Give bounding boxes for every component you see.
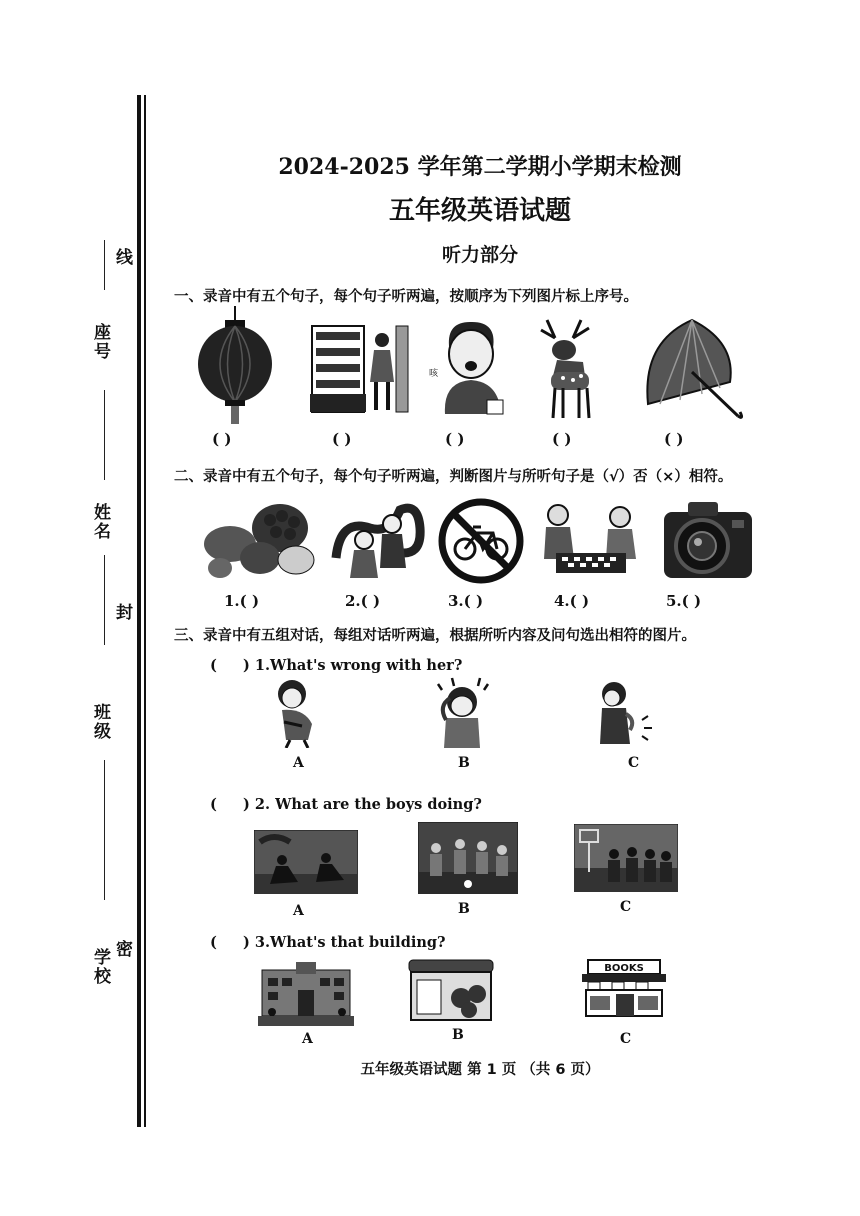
section-three-instruction: 三、录音中有五组对话，每组对话听两遍，根据所听内容及问句选出相符的图片。 bbox=[174, 628, 696, 644]
coughing-boy-icon bbox=[427, 316, 512, 416]
flower-shop-icon bbox=[405, 956, 497, 1024]
bookstore-icon bbox=[578, 956, 670, 1020]
question-1-open-paren[interactable]: ( bbox=[210, 657, 217, 674]
answer-bracket[interactable]: ( ) bbox=[664, 430, 684, 448]
page-footer: 五年级英语试题 第 1 页 （共 6 页） bbox=[360, 1062, 600, 1078]
bookstore-sign-text: BOOKS bbox=[604, 963, 644, 974]
option-label[interactable]: A bbox=[302, 1031, 313, 1047]
question-2-open-paren[interactable]: ( bbox=[210, 796, 217, 813]
seat-fill-line bbox=[104, 390, 105, 480]
option-label[interactable]: B bbox=[458, 901, 470, 917]
option-label[interactable]: C bbox=[628, 755, 640, 771]
lantern-icon bbox=[195, 306, 275, 426]
football-scene-icon bbox=[418, 822, 518, 894]
option-label[interactable]: C bbox=[620, 899, 632, 915]
answer-bracket[interactable]: ( ) bbox=[212, 430, 232, 448]
answer-bracket[interactable]: ( ) bbox=[552, 430, 572, 448]
fruits-vegetables-icon bbox=[200, 498, 315, 580]
seat-number-label: 座号 bbox=[90, 323, 110, 361]
chess-players-icon bbox=[540, 497, 640, 581]
svg-text:咳: 咳 bbox=[429, 369, 439, 379]
school-building-icon bbox=[258, 960, 354, 1026]
answer-bracket-2[interactable]: 2.( ) bbox=[345, 592, 381, 610]
store-shelves-icon bbox=[310, 322, 410, 414]
answer-bracket-3[interactable]: 3.( ) bbox=[448, 592, 484, 610]
answer-bracket-5[interactable]: 5.( ) bbox=[666, 592, 702, 610]
camera-icon bbox=[658, 498, 756, 582]
stomachache-girl-icon bbox=[268, 678, 328, 748]
backache-girl-icon bbox=[590, 680, 658, 746]
option-label[interactable]: A bbox=[293, 755, 304, 771]
no-bicycle-icon bbox=[437, 497, 525, 585]
class-fill-line bbox=[104, 760, 105, 900]
question-3-open-paren[interactable]: ( bbox=[210, 934, 217, 951]
question-1-text: ) 1.What's wrong with her? bbox=[243, 657, 463, 674]
section-two-instruction: 二、录音中有五个句子，每个句子听两遍，判断图片与所听句子是（√）否（×）相符。 bbox=[174, 469, 733, 485]
binding-label-feng: 封 bbox=[112, 603, 132, 622]
option-label[interactable]: A bbox=[293, 903, 304, 919]
answer-bracket-4[interactable]: 4.( ) bbox=[554, 592, 590, 610]
class-label: 班级 bbox=[90, 703, 110, 741]
binding-label-xian: 线 bbox=[112, 248, 132, 267]
name-label: 姓名 bbox=[90, 503, 110, 541]
dragon-dance-icon bbox=[330, 498, 425, 582]
kung-fu-scene-icon bbox=[254, 830, 358, 894]
question-3-text: ) 3.What's that building? bbox=[243, 934, 446, 951]
answer-bracket[interactable]: ( ) bbox=[445, 430, 465, 448]
exam-subtitle: 五年级英语试题 bbox=[388, 196, 571, 226]
option-label[interactable]: B bbox=[458, 755, 470, 771]
option-label[interactable]: B bbox=[452, 1027, 464, 1043]
question-2-text: ) 2. What are the boys doing? bbox=[243, 796, 482, 813]
school-label: 学校 bbox=[90, 948, 110, 986]
deer-icon bbox=[533, 316, 603, 420]
answer-bracket[interactable]: ( ) bbox=[332, 430, 352, 448]
name-fill-line bbox=[104, 555, 105, 645]
option-label[interactable]: C bbox=[620, 1031, 632, 1047]
section-one-instruction: 一、录音中有五个句子，每个句子听两遍，按顺序为下列图片标上序号。 bbox=[174, 289, 638, 305]
exam-title: 2024-2025 学年第二学期小学期末检测 bbox=[278, 154, 682, 180]
basketball-scene-icon bbox=[574, 824, 678, 892]
headache-girl-icon bbox=[432, 676, 494, 750]
answer-bracket-1[interactable]: 1.( ) bbox=[224, 592, 260, 610]
section-heading-listening: 听力部分 bbox=[441, 244, 518, 266]
binding-label-mi: 密 bbox=[112, 940, 132, 959]
umbrella-icon bbox=[640, 312, 745, 422]
